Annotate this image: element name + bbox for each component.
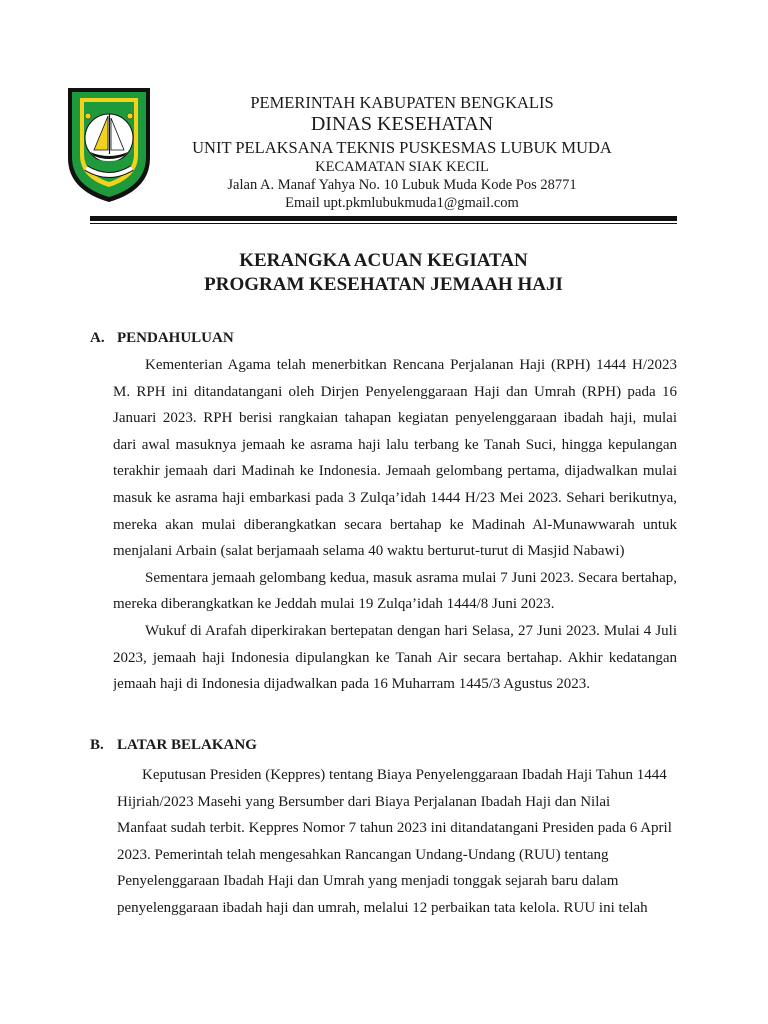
letterhead-divider bbox=[90, 216, 677, 221]
paragraph-line: 2023, jemaah haji Indonesia dipulangkan ke Tanah Air secara bertahap. Akhir kedatangan bbox=[113, 649, 677, 666]
kop-email: Email upt.pkmlubukmuda1@gmail.com bbox=[285, 195, 519, 211]
paragraph-line: Januari 2023. RPH berisi rangkaian tahapan kegiatan penyelenggaraan ibadah haji, mulai bbox=[113, 410, 677, 427]
kop-address: Jalan A. Manaf Yahya No. 10 Lubuk Muda Kode Pos 28771 bbox=[227, 177, 577, 193]
paragraph-line: mereka akan mulai diberangkatkan secara bertahap ke Madinah Al-Munawwarah untuk bbox=[113, 516, 677, 533]
section-a-body bbox=[113, 352, 677, 698]
paragraph-line: Keputusan Presiden (Keppres) tentang Biaya Penyelenggaraan Ibadah Haji Tahun 1444 bbox=[142, 767, 667, 783]
paragraph-line: jemaah haji di Indonesia dijadwalkan pada 16 Muharram 1445/3 Agustus 2023. bbox=[113, 676, 590, 693]
section-b-title: LATAR BELAKANG bbox=[117, 737, 257, 753]
paragraph-line: Manfaat sudah terbit. Keppres Nomor 7 tahun 2023 ini ditandatangani Presiden pada 6 April bbox=[117, 820, 672, 837]
paragraph-line: Hijriah/2023 Masehi yang Bersumber dari Biaya Perjalanan Ibadah Haji dan Nilai bbox=[117, 793, 611, 810]
paragraph-line: penyelenggaraan ibadah haji dan umrah, melalui 12 perbaikan tata kelola. RUU ini telah bbox=[117, 899, 648, 916]
paragraph-line: M. RPH ini ditandatangani oleh Dirjen Penyelenggaraan Haji dan Umrah (RPH) pada 16 bbox=[113, 383, 677, 400]
bengkalis-regency-emblem-icon bbox=[66, 86, 152, 204]
section-a-title: PENDAHULUAN bbox=[117, 330, 234, 346]
paragraph-line: mereka diberangkatkan ke Jeddah mulai 19 Zulqa’idah 1444/8 Juni 2023. bbox=[113, 596, 555, 613]
section-b-number: B. bbox=[90, 737, 104, 753]
paragraph-line: Penyelenggaraan Ibadah Haji dan Umrah yang menjadi tonggak sejarah baru dalam bbox=[117, 873, 619, 890]
paragraph-line: Wukuf di Arafah diperkirakan bertepatan dengan hari Selasa, 27 Juni 2023. Mulai 4 Juli bbox=[145, 622, 677, 639]
paragraph-line: menjalani Arbain (salat berjamaah selama 40 waktu berturut-turut di Masjid Nabawi) bbox=[113, 543, 625, 560]
document-title: KERANGKA ACUAN KEGIATAN bbox=[239, 250, 528, 271]
paragraph-line: terakhir jemaah dari Madinah ke Indonesia. Jemaah gelombang pertama, dijadwalkan mulai bbox=[113, 463, 677, 480]
kop-agency-name: DINAS KESEHATAN bbox=[310, 113, 494, 135]
section-b-body bbox=[117, 762, 677, 922]
kop-government-name: PEMERINTAH KABUPATEN BENGKALIS bbox=[250, 93, 554, 112]
kop-unit-name: UNIT PELAKSANA TEKNIS PUSKESMAS LUBUK MUDA bbox=[192, 138, 612, 157]
section-a-number: A. bbox=[90, 330, 105, 346]
paragraph-line: masuk ke asrama haji embarkasi pada 3 Zulqa’idah 1444 H/23 Mei 2023. Sehari berikutnya, bbox=[113, 489, 677, 506]
paragraph-line: Kementerian Agama telah menerbitkan Rencana Perjalanan Haji (RPH) 1444 H/2023 bbox=[145, 357, 677, 373]
section-b-heading bbox=[90, 737, 257, 754]
section-a-heading bbox=[90, 330, 234, 347]
paragraph-line: Sementara jemaah gelombang kedua, masuk asrama mulai 7 Juni 2023. Secara bertahap, bbox=[145, 569, 677, 586]
kop-district: KECAMATAN SIAK KECIL bbox=[315, 159, 489, 175]
paragraph-line: dari awal masuknya jemaah ke asrama haji lalu terbang ke Tanah Suci, hingga kepulangan bbox=[113, 436, 677, 453]
letterhead-divider-thin bbox=[90, 223, 677, 224]
paragraph-line: 2023. Pemerintah telah mengesahkan Rancangan Undang-Undang (RUU) tentang bbox=[117, 846, 609, 863]
document-subtitle: PROGRAM KESEHATAN JEMAAH HAJI bbox=[204, 274, 563, 295]
